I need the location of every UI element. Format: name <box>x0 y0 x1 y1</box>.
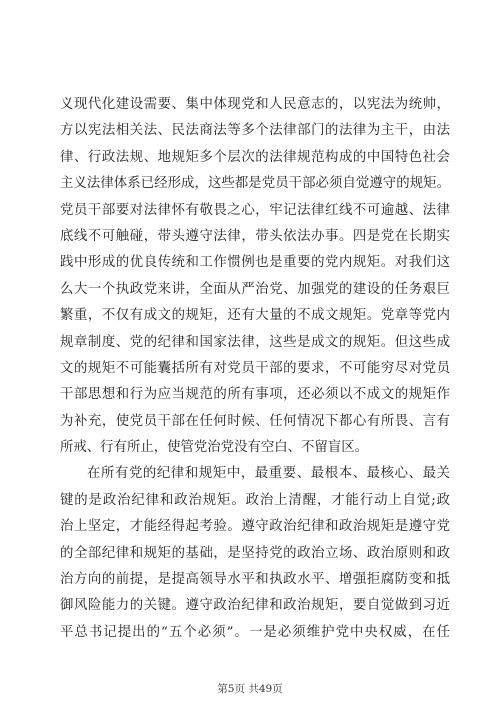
text-line: 践中形成的优良传统和工作惯例也是重要的党内规矩。对我们这 <box>60 255 450 271</box>
text-line: 干部思想和行为应当规范的所有事项，还必须以不成文的规矩作 <box>60 387 450 403</box>
text-line: 治上坚定，才能经得起考验。遵守政治纪律和政治规矩是遵守党 <box>60 519 450 535</box>
text-line: 规章制度、党的纪律和国家法律，这些是成文的规矩。但这些成 <box>60 334 450 350</box>
text-line: 义现代化建设需要、集中体现党和人民意志的，以宪法为统帅， <box>60 97 450 112</box>
paragraph-2 <box>60 461 450 646</box>
text-line: 方以宪法相关法、民法商法等多个法律部门的法律为主干，由法 <box>60 123 450 139</box>
text-line: 繁重，不仅有成文的规矩，还有大量的不成文规矩。党章等党内 <box>60 308 450 324</box>
text-line: 党员干部要对法律怀有敬畏之心，牢记法律红线不可逾越、法律 <box>60 202 450 218</box>
document-body <box>60 92 450 646</box>
page-number-footer: 第5页 共49页 <box>217 683 283 695</box>
text-line: 在所有党的纪律和规矩中，最重要、最根本、最核心、最关 <box>87 466 450 482</box>
text-line: 律、行政法规、地规矩多个层次的法律规范构成的中国特色社会 <box>60 149 450 165</box>
text-line: 键的是政治纪律和政治规矩。政治上清醒，才能行动上自觉;政 <box>60 492 450 508</box>
text-line: 文的规矩不可能囊括所有对党员干部的要求，不可能穷尽对党员 <box>60 360 450 376</box>
text-line: 主义法律体系已经形成，这些都是党员干部必须自觉遵守的规矩。 <box>60 176 450 192</box>
text-line: 治方向的前提，是提高领导水平和执政水平、增强拒腐防变和抵 <box>60 572 450 588</box>
text-line: 么大一个执政党来讲，全面从严治党、加强党的建设的任务艰巨 <box>60 281 450 297</box>
text-line: 底线不可触碰，带头遵守法律，带头依法办事。四是党在长期实 <box>60 228 450 244</box>
text-line: 的全部纪律和规矩的基础，是坚持党的政治立场、政治原则和政 <box>60 545 450 561</box>
text-line: 所戒、行有所止，使管党治党没有空白、不留盲区。 <box>60 440 368 456</box>
text-line: 御风险能力的关键。遵守政治纪律和政治规矩，要自觉做到习近 <box>60 598 450 614</box>
text-line: 平总书记提出的“五个必须”。一是必须维护党中央权威，在任 <box>60 624 450 640</box>
paragraph-1 <box>60 92 450 461</box>
text-line: 为补充，使党员干部在任何时候、任何情况下都心有所畏、言有 <box>60 413 450 429</box>
